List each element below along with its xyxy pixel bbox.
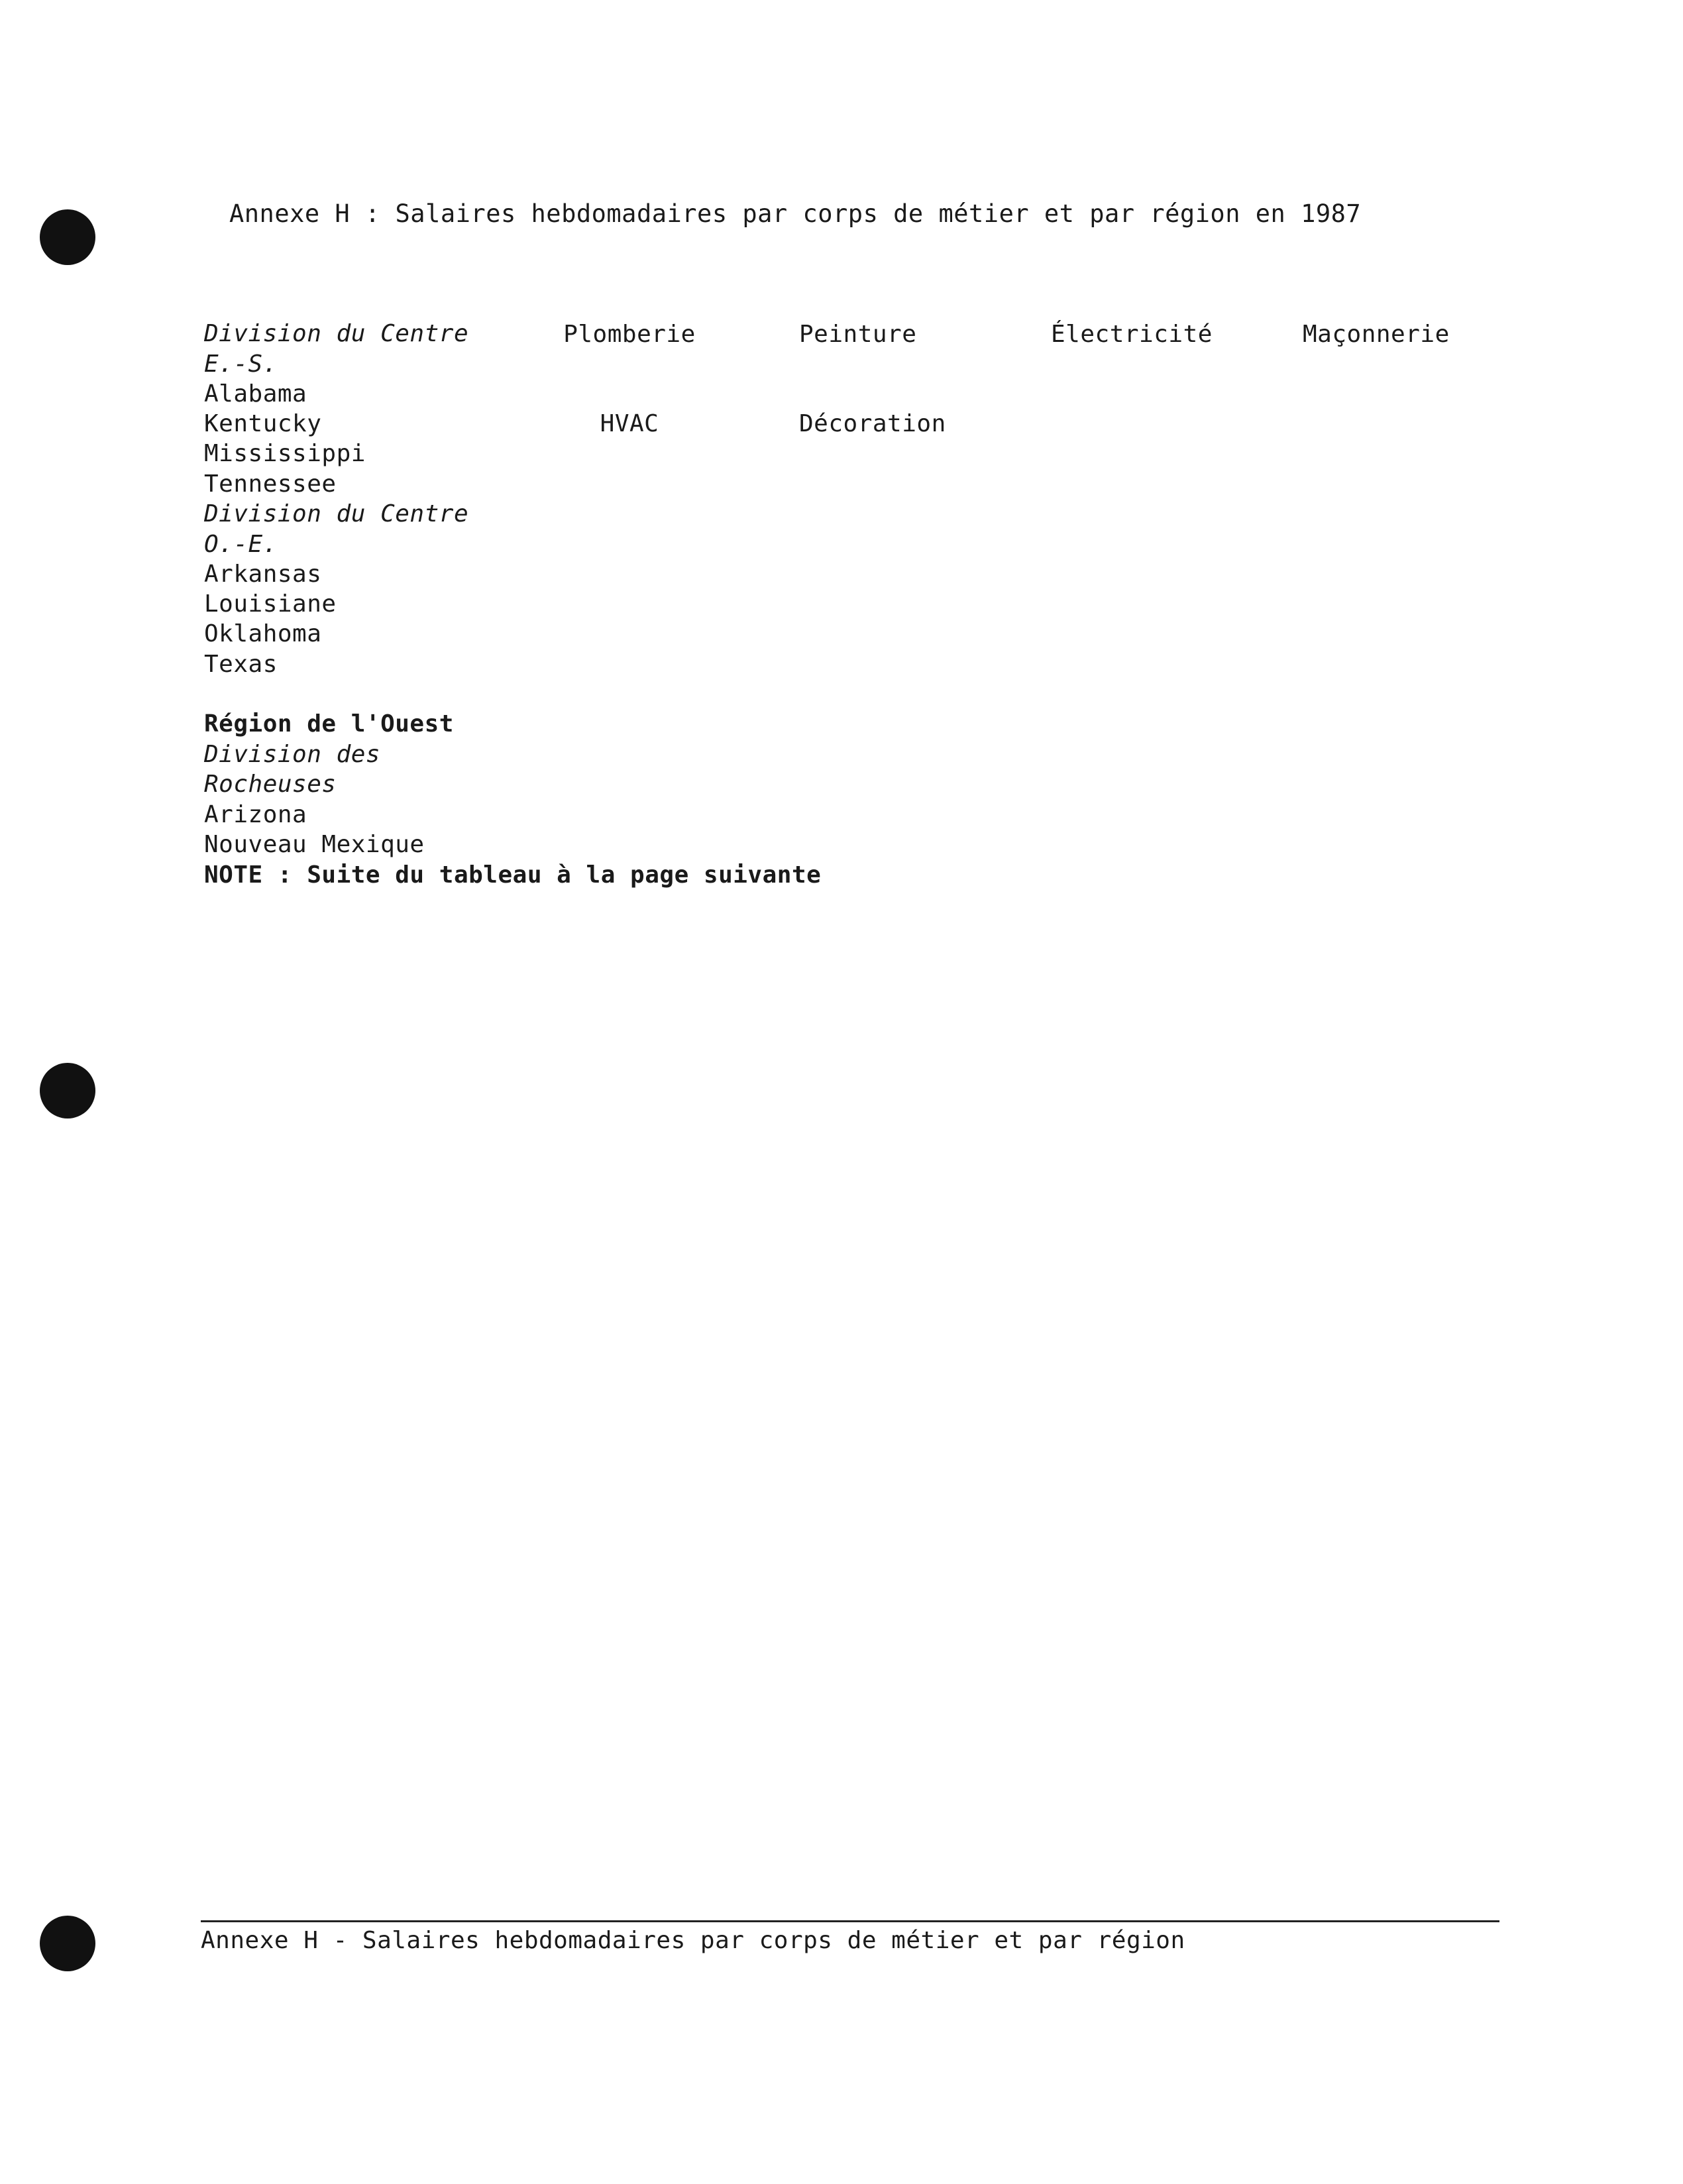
row-label-arkansas: Arkansas [204,561,322,588]
column-header-line2: HVAC [600,410,659,437]
row-label-oklahoma: Oklahoma [204,620,322,647]
page-footer: Annexe H - Salaires hebdomadaires par corps de métier et par région [201,1927,1185,1954]
row-label-tennessee: Tennessee [204,470,337,498]
footer-rule [201,1920,1499,1922]
column-header-electricite [1051,260,1250,439]
row-label-alabama: Alabama [204,380,307,408]
column-header-line2: Décoration [799,410,946,437]
row-label-mississippi: Mississippi [204,440,366,467]
column-header-line1: Électricité [1051,321,1213,348]
column-header-line1: Maçonnerie [1303,321,1450,348]
column-header-line1: Plomberie [563,321,696,348]
table-note: NOTE : Suite du tableau à la page suivante [204,861,822,889]
punch-hole-top [40,209,95,265]
column-header-line1: Peinture [799,321,917,348]
column-header-peinture [799,260,971,468]
column-header-maconnerie [1303,260,1501,439]
row-label-division-centre-es: Division du Centre [204,320,469,347]
column-header-plomberie [543,260,716,468]
row-label-kentucky: Kentucky [204,410,322,437]
row-label-texas: Texas [204,651,278,678]
row-label-louisiane: Louisiane [204,590,337,618]
row-label-nouveau-mexique: Nouveau Mexique [204,831,425,858]
punch-hole-middle [40,1063,95,1119]
row-label-es: E.-S. [204,351,278,378]
row-label-rocheuses: Rocheuses [204,771,337,798]
row-label-arizona: Arizona [204,801,307,828]
row-label-division-des: Division des [204,741,381,768]
punch-hole-bottom [40,1916,95,1971]
row-label-region-ouest: Région de l'Ouest [204,710,454,737]
page-title: Annexe H : Salaires hebdomadaires par corps de métier et par région en 1987 [229,199,1362,228]
row-label-division-centre-oe: Division du Centre [204,500,469,527]
row-label-oe: O.-E. [204,531,278,558]
